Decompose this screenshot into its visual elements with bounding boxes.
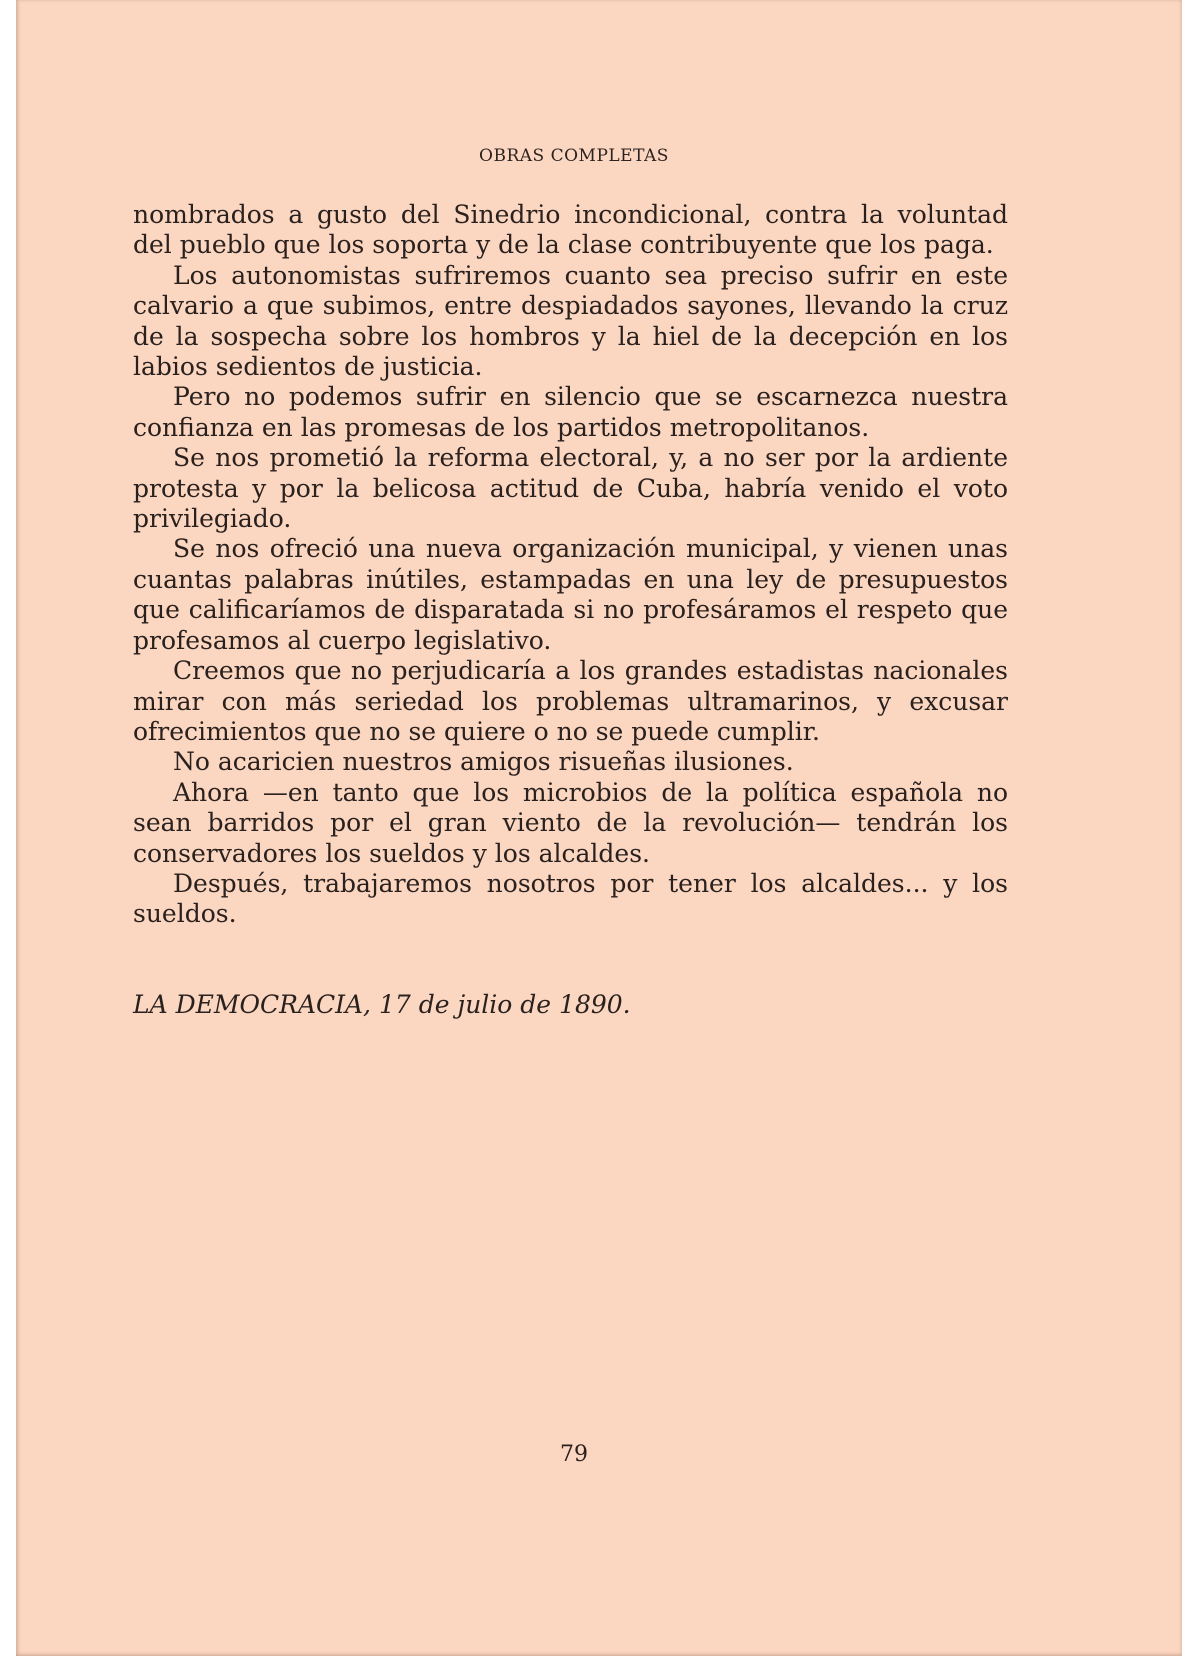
paragraph: Después, trabajaremos nosotros por tener los alcaldes... y los sueldos. (133, 868, 1008, 929)
source-signature: LA DEMOCRACIA, 17 de julio de 1890. (133, 990, 631, 1019)
paragraph: Creemos que no perjudicaría a los grandes estadistas nacionales mirar con más seriedad los problemas ultramarinos, y excusar ofrecimientos que no se quiere o no se puede cumplir. (133, 656, 1008, 746)
paragraph: nombrados a gusto del Sinedrio incondicional, contra la voluntad del pueblo que los soporta y de la clase contribuyente que los paga. (133, 200, 1008, 260)
paragraph: Se nos ofreció una nueva organización municipal, y vienen unas cuantas palabras inútiles, estampadas en una ley de presupuestos que calificaríamos de disparatada si no profesáramos el respeto que profesamos al cuerpo legislativo. (133, 534, 1008, 655)
paragraph: Pero no podemos sufrir en silencio que se escarnezca nuestra confianza en las promesas de los partidos metropolitanos. (133, 382, 1008, 442)
body-text (133, 200, 1008, 930)
book-page (16, 0, 1182, 1656)
paragraph: Los autonomistas sufriremos cuanto sea preciso sufrir en este calvario a que subimos, entre despiadados sayones, llevando la cruz de la sospecha sobre los hombros y la hiel de la decepción en los labios sedientos de justicia. (133, 260, 1008, 382)
page-number: 79 (560, 1442, 588, 1467)
paragraph: Ahora —en tanto que los microbios de la política española no sean barridos por el gran viento de la revolución— tendrán los conservadores los sueldos y los alcaldes. (133, 777, 1008, 868)
running-header: OBRAS COMPLETAS (479, 146, 669, 166)
paragraph: Se nos prometió la reforma electoral, y, a no ser por la ardiente protesta y por la belicosa actitud de Cuba, habría venido el voto privilegiado. (133, 443, 1008, 534)
paragraph: No acaricien nuestros amigos risueñas ilusiones. (173, 747, 794, 777)
